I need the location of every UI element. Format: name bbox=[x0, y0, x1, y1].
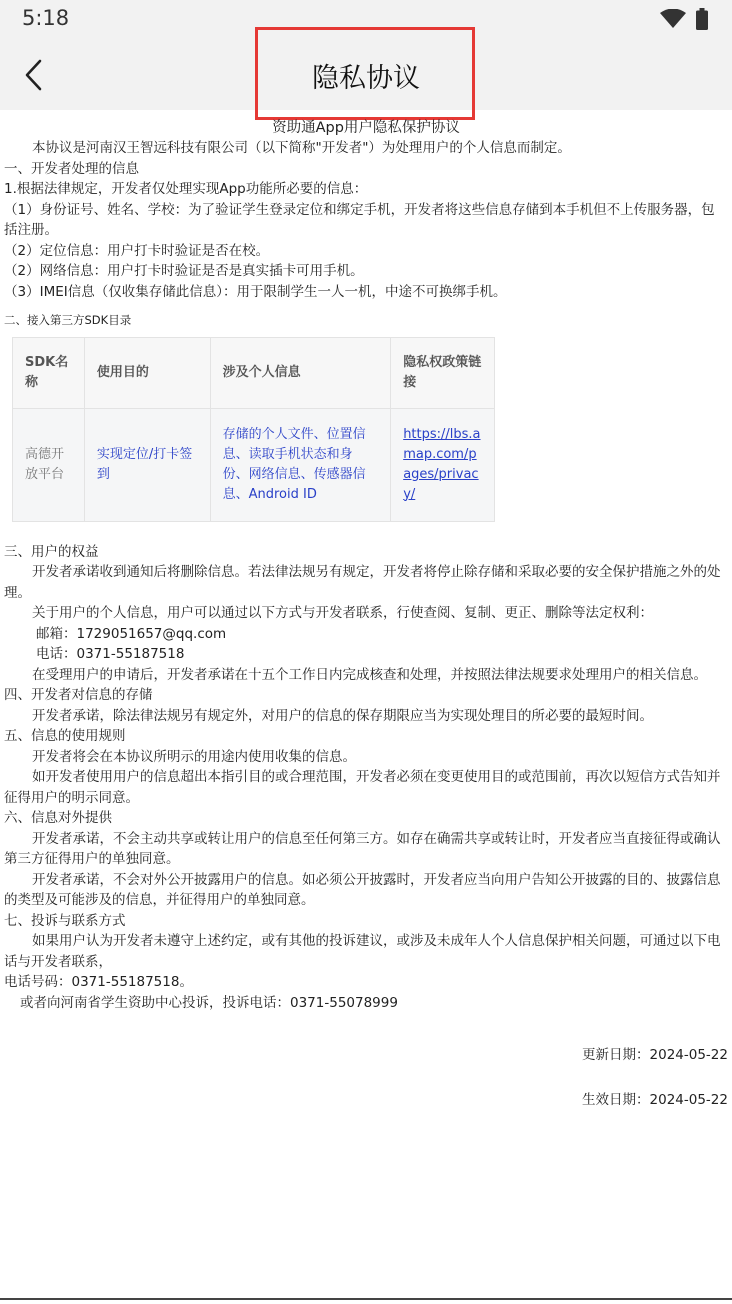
agreement-content bbox=[0, 110, 732, 1110]
contact-email: 邮箱：1729051657@qq.com bbox=[36, 625, 227, 642]
sdk-name: 高德开放平台 bbox=[13, 408, 85, 521]
section-5-heading: 五、信息的使用规则 bbox=[4, 728, 126, 744]
section-3-text: 开发者承诺收到通知后将删除信息。若法律法规另有规定，开发者将停止除存储和采取必要的安全保护措施之外的处理。 bbox=[4, 564, 721, 601]
section-3-text: 关于用户的个人信息，用户可以通过以下方式与开发者联系，行使查阅、复制、更正、删除等法定权利： bbox=[32, 605, 653, 621]
status-time: 5:18 bbox=[22, 6, 70, 30]
section-1-text: （2）定位信息：用户打卡时验证是否在校。 bbox=[4, 242, 270, 259]
section-5-text: 开发者将会在本协议所明示的用途内使用收集的信息。 bbox=[32, 748, 356, 765]
section-4-text: 开发者承诺，除法律法规另有规定外，对用户的信息的保存期限应当为实现处理目的所必要的最短时间。 bbox=[32, 707, 653, 724]
table-row bbox=[13, 408, 495, 521]
section-6-text: 开发者承诺，不会对外公开披露用户的信息。如必须公开披露时，开发者应当向用户告知公开披露的目的、披露信息的类型及可能涉及的信息，并征得用户的单独同意。 bbox=[4, 871, 721, 908]
status-icons bbox=[660, 8, 708, 30]
sdk-table-header: 使用目的 bbox=[84, 337, 210, 408]
section-6-heading: 六、信息对外提供 bbox=[4, 810, 112, 826]
sdk-table-header: 涉及个人信息 bbox=[210, 337, 391, 408]
sdk-table-header-row bbox=[13, 337, 495, 408]
section-1-text: （2）网络信息：用户打卡时验证是否是真实插卡可用手机。 bbox=[4, 263, 364, 279]
sdk-privacy-link-cell bbox=[391, 408, 495, 521]
sdk-privacy-link[interactable]: https://lbs.amap.com/pages/privacy/ bbox=[403, 426, 481, 502]
document-title: 资助通App用户隐私保护协议 bbox=[272, 120, 460, 136]
bottom-divider bbox=[0, 1298, 732, 1300]
section-1-text: 1.根据法律规定，开发者仅处理实现App功能所必要的信息： bbox=[4, 181, 368, 197]
section-7-phone: 电话号码：0371-55187518。 bbox=[4, 974, 193, 990]
section-6-text: 开发者承诺，不会主动共享或转让用户的信息至任何第三方。如存在确需共享或转让时，开发者应当直接征得或确认第三方征得用户的单独同意。 bbox=[4, 830, 721, 867]
section-1-heading: 一、开发者处理的信息 bbox=[4, 160, 139, 177]
intro-paragraph: 本协议是河南汉王智远科技有限公司（以下简称"开发者"）为处理用户的个人信息而制定。 bbox=[32, 140, 571, 156]
effective-date: 生效日期：2024-05-22 bbox=[582, 1091, 728, 1108]
section-4-heading: 四、开发者对信息的存储 bbox=[4, 687, 153, 703]
updated-date: 更新日期：2024-05-22 bbox=[582, 1047, 728, 1063]
section-1-text: （1）身份证号、姓名、学校：为了验证学生登录定位和绑定手机，开发者将这些信息存储到本手机但不上传服务器，包括注册。 bbox=[4, 201, 715, 238]
section-7-heading: 七、投诉与联系方式 bbox=[4, 912, 126, 929]
page-title: 隐私协议 bbox=[312, 63, 420, 94]
sdk-table-header: 隐私权政策链接 bbox=[391, 337, 495, 408]
sdk-table-header: SDK名称 bbox=[13, 337, 85, 408]
section-7-text: 如果用户认为开发者未遵守上述约定，或有其他的投诉建议，或涉及未成年人个人信息保护相关问题，可通过以下电话与开发者联系， bbox=[4, 933, 721, 970]
title-highlight-box bbox=[255, 27, 475, 120]
sdk-purpose: 实现定位/打卡签到 bbox=[84, 408, 210, 521]
section-3-heading: 三、用户的权益 bbox=[4, 543, 99, 560]
battery-icon bbox=[696, 8, 708, 30]
contact-phone: 电话：0371-55187518 bbox=[36, 646, 185, 662]
sdk-table bbox=[12, 337, 495, 522]
section-3-text: 在受理用户的申请后，开发者承诺在十五个工作日内完成核查和处理，并按照法律法规要求处理用户的相关信息。 bbox=[32, 666, 707, 683]
sdk-personal-info: 存储的个人文件、位置信息、读取手机状态和身份、网络信息、传感器信息、Android ID bbox=[210, 408, 391, 521]
section-1-text: （3）IMEI信息（仅收集存储此信息）：用于限制学生一人一机，中途不可换绑手机。 bbox=[4, 283, 507, 300]
section-7-complaint: 或者向河南省学生资助中心投诉，投诉电话：0371-55078999 bbox=[20, 994, 398, 1011]
section-5-text: 如开发者使用用户的信息超出本指引目的或合理范围，开发者必须在变更使用目的或范围前，再次以短信方式告知并征得用户的明示同意。 bbox=[4, 769, 721, 806]
wifi-icon bbox=[660, 9, 686, 29]
section-2-heading: 二、接入第三方SDK目录 bbox=[4, 313, 132, 327]
